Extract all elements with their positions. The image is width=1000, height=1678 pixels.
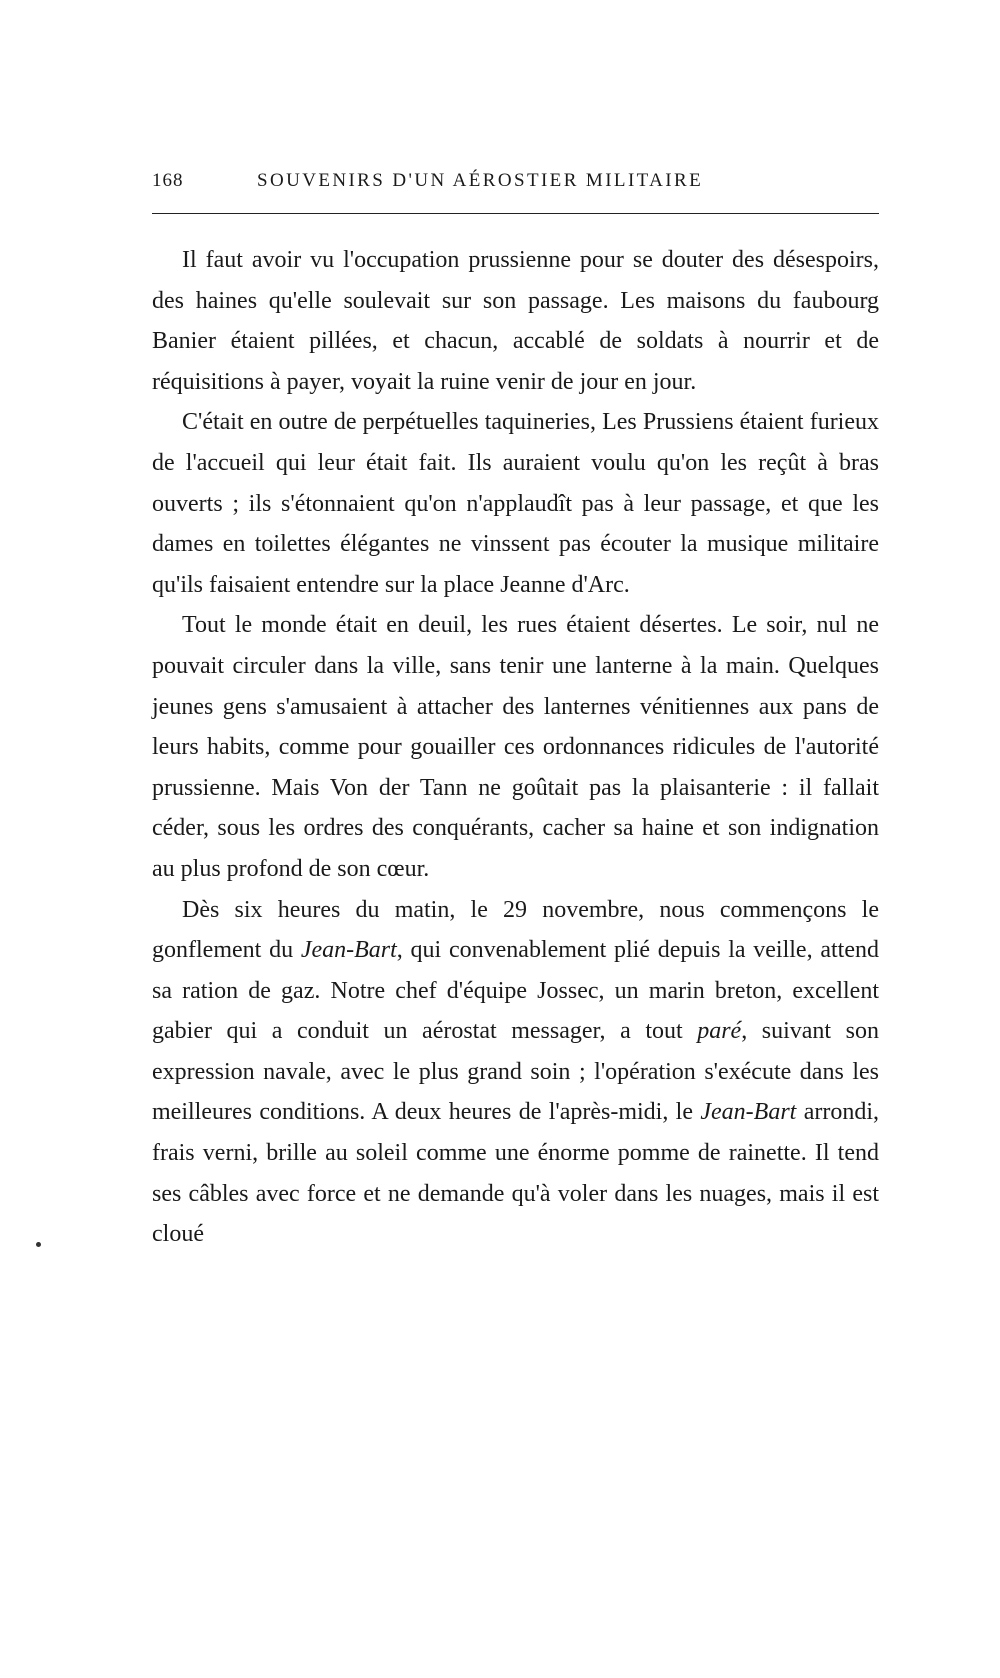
paragraph-4-part-c: , qui convenablement plié depuis la veille, attend sa ration de gaz. Notre chef d'équipe Jossec, un marin breton, excellent gabier qui a conduit un aérostat messager, a tout (152, 937, 879, 1045)
body-text (152, 240, 879, 1255)
paragraph-4-part-g: arrondi, frais verni, brille au soleil comme une énorme pomme de rainette. Il tend ses câbles avec force et ne demande qu'à voler dans les nuages, mais il est cloué (152, 1099, 880, 1248)
ink-speck (36, 1242, 41, 1247)
running-title: SOUVENIRS D'UN AÉROSTIER MILITAIRE (257, 170, 704, 191)
italic-word-pare: paré (697, 1018, 742, 1045)
ship-name-jean-bart: Jean-Bart (300, 937, 397, 964)
paragraph-4-part-e: , suivant son expression navale, avec le plus grand soin ; l'opération s'exécute dans les meilleures conditions. A deux heures de l'après-midi, le (152, 1018, 879, 1126)
paragraph-1: Il faut avoir vu l'occupation prussienne pour se douter des désespoirs, des haines qu'elle soulevait sur son passage. Les maisons du faubourg Banier étaient pillées, et chacun, accablé de soldats à nourrir et de réquisitions à payer, voyait la ruine venir de jour en jour. (152, 247, 879, 395)
paragraph-3: Tout le monde était en deuil, les rues étaient désertes. Le soir, nul ne pouvait circuler dans la ville, sans tenir une lanterne à la main. Quelques jeunes gens s'amusaient à attacher des lanternes vénitiennes aux pans de leurs habits, comme pour gouailler ces ordonnances ridicules de l'autorité prussienne. Mais Von der Tann ne goûtait pas la plaisanterie : il fallait céder, sous les ordres des conquérants, cacher sa haine et son indignation au plus profond de son cœur. (152, 612, 879, 882)
paragraph-4-part-a: Dès six heures du matin, le 29 novembre, nous commençons le gonflement du (152, 896, 879, 964)
header-rule (152, 213, 879, 214)
page-header (152, 170, 879, 210)
ship-name-jean-bart-2: Jean-Bart (700, 1099, 797, 1126)
paragraph-2: C'était en outre de perpétuelles taquineries, Les Prussiens étaient furieux de l'accueil qui leur était fait. Ils auraient voulu qu'on les reçût à bras ouverts ; ils s'étonnaient qu'on n'applaudît pas à leur passage, et que les dames en toilettes élégantes ne vinssent pas écouter la musique militaire qu'ils faisaient entendre sur la place Jeanne d'Arc. (152, 409, 879, 598)
paragraph-4 (152, 890, 879, 1255)
page-number: 168 (152, 170, 184, 191)
